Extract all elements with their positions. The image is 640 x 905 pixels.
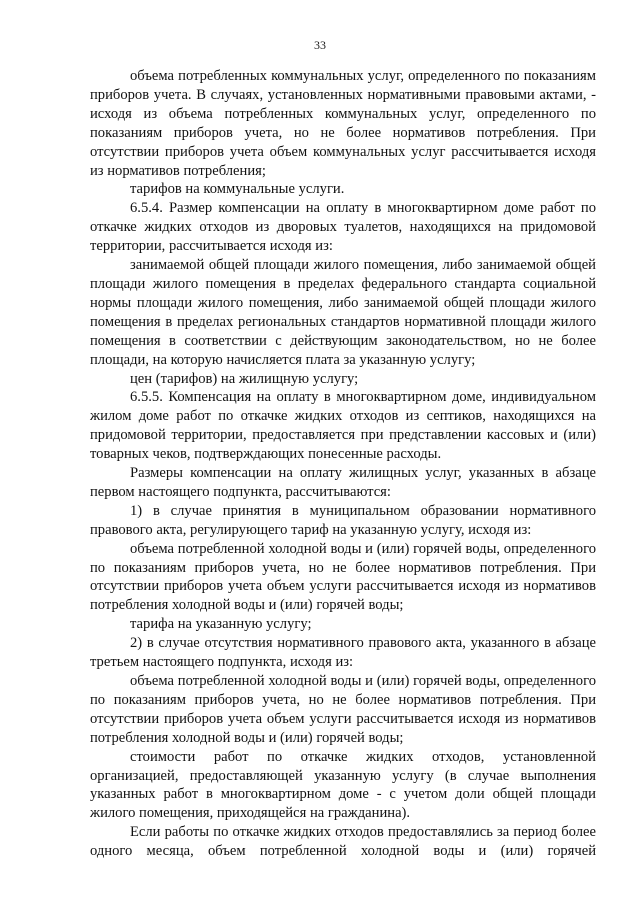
paragraph: цен (тарифов) на жилищную услугу; xyxy=(130,370,359,387)
paragraph: 6.5.5. Компенсация на оплату в многоквартирном доме, индивидуальном жилом доме работ по откачке жидких отходов из септиков, находящихся на придомовой территории, предоставляется при представлении кассовых и (или) товарных чеков, подтверждающих понесенные расходы. xyxy=(90,389,596,463)
paragraph: тарифов на коммунальные услуги. xyxy=(130,181,345,198)
paragraph: занимаемой общей площади жилого помещения, либо занимаемой общей площади жилого помещения в пределах федерального стандарта социальной нормы площади жилого помещения, либо занимаемой общей площади жилого помещения в пределах региональных стандартов нормативной площади жилого помещения в соответствии с действующим законодательством, но не более площади, на которую начисляется плата за указанную услугу; xyxy=(90,257,596,368)
paragraph: 2) в случае отсутствия нормативного правового акта, указанного в абзаце третьем настоящего подпункта, исходя из: xyxy=(90,635,596,671)
document-body xyxy=(90,67,596,861)
paragraph: Если работы по откачке жидких отходов предоставлялись за период более одного месяца, объем потребленной холодной воды и (или) горячей xyxy=(90,824,596,860)
page-number: 33 xyxy=(314,38,326,52)
paragraph: объема потребленной холодной воды и (или) горячей воды, определенного по показаниям приборов учета, но не более нормативов потребления. При отсутствии приборов учета объем услуги рассчитывается исходя из нормативов потребления холодной воды и (или) горячей воды; xyxy=(90,540,596,614)
paragraph: стоимости работ по откачке жидких отходов, установленной организацией, предоставляющей указанную услугу (в случае выполнения указанных работ в многоквартирном доме - с учетом доли общей площади жилого помещения, приходящейся на гражданина). xyxy=(90,748,596,822)
paragraph: тарифа на указанную услугу; xyxy=(130,616,312,633)
paragraph: 1) в случае принятия в муниципальном образовании нормативного правового акта, регулирующего тариф на указанную услугу, исходя из: xyxy=(90,502,596,538)
paragraph: Размеры компенсации на оплату жилищных услуг, указанных в абзаце первом настоящего подпункта, рассчитываются: xyxy=(90,465,596,500)
paragraph: объема потребленной холодной воды и (или) горячей воды, определенного по показаниям приборов учета, но не более нормативов потребления. При отсутствии приборов учета объем услуги рассчитывается исходя из нормативов потребления холодной воды и (или) горячей воды; xyxy=(90,673,596,746)
paragraph: 6.5.4. Размер компенсации на оплату в многоквартирном доме работ по откачке жидких отходов из дворовых туалетов, находящихся на придомовой территории, рассчитывается исходя из: xyxy=(90,200,596,255)
paragraph: объема потребленных коммунальных услуг, определенного по показаниям приборов учета. В случаях, установленных нормативными правовыми актами, - исходя из объема потребленных коммунальных услуг, определенного по показаниям приборов учета, но не более нормативов потребления. При отсутствии приборов учета объем коммунальных услуг рассчитывается исходя из нормативов потребления; xyxy=(90,68,596,179)
